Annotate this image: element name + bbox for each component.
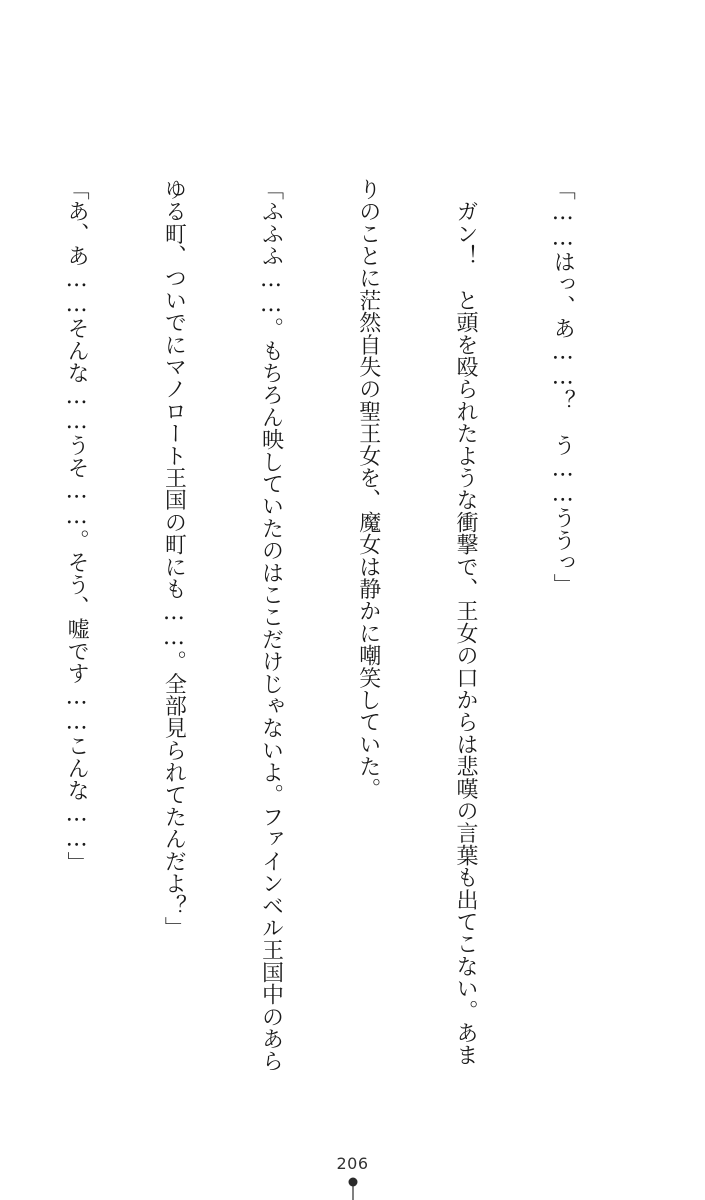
text-line: ゆる町、ついでにマノロート王国の町にも……。全部見られてたんだよ？」 [161, 178, 187, 939]
text-line: 「……はっ、あ……？ う……ううっ」 [550, 178, 576, 596]
body-text [0, 178, 643, 1078]
text-line: 「ふふふ……。もちろん映していたのはここだけじゃないよ。ファインベル王国中のあら [258, 178, 284, 1072]
pin-ornament-icon [341, 1176, 365, 1200]
text-line: ガン！ と頭を殴られたような衝撃で、王女の口からは悲嘆の言葉も出てこない。あま [452, 178, 478, 1066]
text-line: りのことに茫然自失の聖王女を、魔女は静かに嘲笑していた。 [355, 178, 381, 800]
page-number: 206 [336, 1154, 369, 1173]
text-line: 「あ、あ……そんな……うそ……。そう、嘘です……こんな……」 [64, 178, 90, 874]
